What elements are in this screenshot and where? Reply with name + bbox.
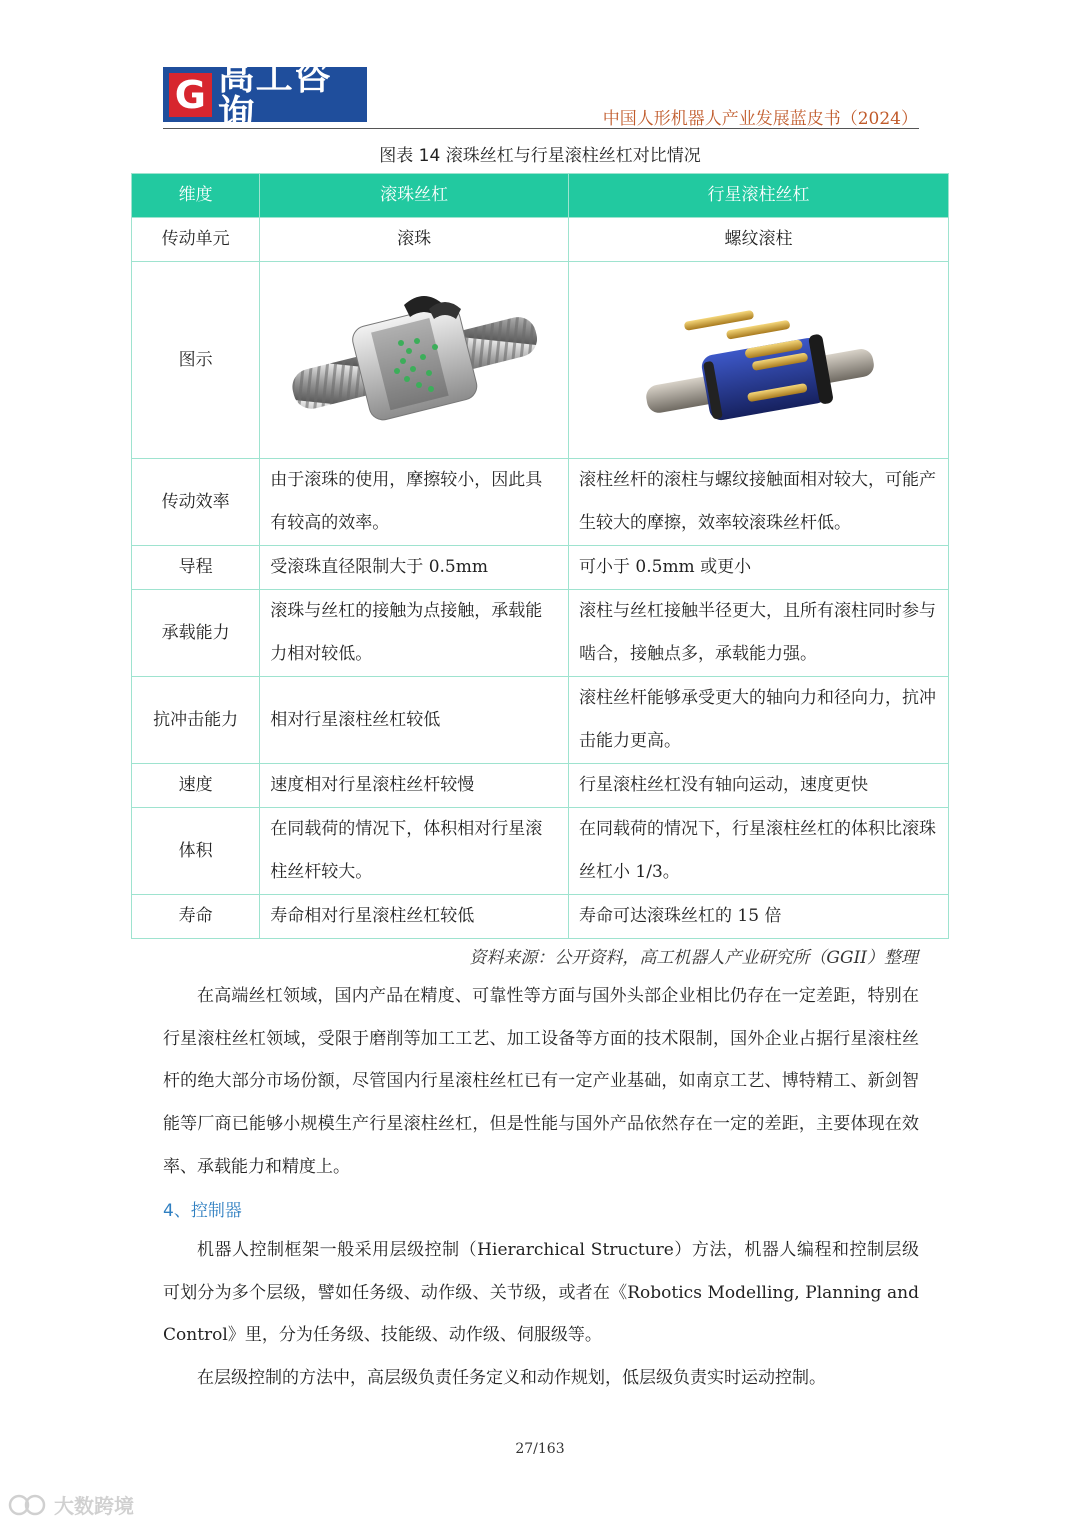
table-row bbox=[132, 895, 949, 939]
roller-screw-cell: 滚柱与丝杠接触半径更大，且所有滚柱同时参与啮合，接触点多，承载能力强。 bbox=[569, 590, 949, 677]
header-roller-screw: 行星滚柱丝杠 bbox=[569, 174, 949, 218]
figure-caption: 图表 14 滚珠丝杠与行星滚柱丝杠对比情况 bbox=[379, 146, 701, 166]
ball-screw-illustration bbox=[289, 285, 539, 435]
logo-text: 高工咨询 bbox=[217, 54, 332, 135]
ball-screw-cell: 相对行星滚柱丝杠较低 bbox=[260, 677, 569, 764]
table-row bbox=[132, 808, 949, 895]
logo-g-mark: G bbox=[174, 72, 206, 117]
ball-screw-cell: 滚珠 bbox=[260, 218, 569, 262]
watermark-logo-icon bbox=[8, 1494, 48, 1516]
row-label: 图示 bbox=[132, 262, 260, 459]
ball-screw-cell: 受滚珠直径限制大于 0.5mm bbox=[260, 546, 569, 590]
row-label: 寿命 bbox=[132, 895, 260, 939]
row-label: 抗冲击能力 bbox=[132, 677, 260, 764]
ball-screw-image bbox=[260, 262, 569, 459]
ball-screw-cell: 由于滚珠的使用，摩擦较小，因此具有较高的效率。 bbox=[260, 459, 569, 546]
row-label: 传动效率 bbox=[132, 459, 260, 546]
ball-screw-cell: 速度相对行星滚柱丝杆较慢 bbox=[260, 764, 569, 808]
table-row bbox=[132, 590, 949, 677]
table-row bbox=[132, 677, 949, 764]
row-label: 承载能力 bbox=[132, 590, 260, 677]
logo-g-box bbox=[169, 73, 212, 117]
roller-screw-illustration bbox=[644, 295, 874, 425]
ball-screw-cell: 在同载荷的情况下，体积相对行星滚柱丝杆较大。 bbox=[260, 808, 569, 895]
ball-screw-cell: 滚珠与丝杠的接触为点接触，承载能力相对较低。 bbox=[260, 590, 569, 677]
section-heading: 4、控制器 bbox=[163, 1201, 242, 1221]
table-row bbox=[132, 459, 949, 546]
table-source-note: 资料来源：公开资料，高工机器人产业研究所（GGII）整理 bbox=[469, 948, 918, 968]
body-paragraph-2: 机器人控制框架一般采用层级控制（Hierarchical Structure）方法，机器人编程和控制层级可划分为多个层级，譬如任务级、动作级、关节级，或者在《Robotics Modelling, Planning and Control》里，分为任务级、技能级、动作级、伺服级等。 bbox=[163, 1240, 919, 1346]
table-row bbox=[132, 546, 949, 590]
roller-screw-cell: 可小于 0.5mm 或更小 bbox=[569, 546, 949, 590]
row-label: 传动单元 bbox=[132, 218, 260, 262]
header-divider bbox=[163, 128, 919, 129]
body-paragraph-1: 在高端丝杠领域，国内产品在精度、可靠性等方面与国外头部企业相比仍存在一定差距，特别在行星滚柱丝杠领域，受限于磨削等加工工艺、加工设备等方面的技术限制，国外企业占据行星滚柱丝杆的绝大部分市场份额，尽管国内行星滚柱丝杠已有一定产业基础，如南京工艺、博特精工、新剑智能等厂商已能够小规模生产行星滚柱丝杠，但是性能与国外产品依然存在一定的差距，主要体现在效率、承载能力和精度上。 bbox=[163, 986, 919, 1177]
page-number: 27/163 bbox=[515, 1441, 565, 1457]
row-label: 速度 bbox=[132, 764, 260, 808]
table-row bbox=[132, 764, 949, 808]
comparison-table bbox=[131, 173, 949, 939]
company-logo bbox=[163, 54, 367, 135]
roller-screw-cell: 滚柱丝杆的滚柱与螺纹接触面相对较大，可能产生较大的摩擦，效率较滚珠丝杆低。 bbox=[569, 459, 949, 546]
roller-screw-cell: 在同载荷的情况下，行星滚柱丝杠的体积比滚珠丝杠小 1/3。 bbox=[569, 808, 949, 895]
header-dimension: 维度 bbox=[132, 174, 260, 218]
document-title: 中国人形机器人产业发展蓝皮书（2024） bbox=[602, 109, 918, 129]
body-paragraph-3: 在层级控制的方法中，高层级负责任务定义和动作规划，低层级负责实时运动控制。 bbox=[197, 1368, 826, 1388]
table-row bbox=[132, 262, 949, 459]
row-label: 导程 bbox=[132, 546, 260, 590]
watermark-text: 大数跨境 bbox=[54, 1494, 134, 1518]
table-row bbox=[132, 218, 949, 262]
roller-screw-cell: 螺纹滚柱 bbox=[569, 218, 949, 262]
roller-screw-cell: 寿命可达滚珠丝杠的 15 倍 bbox=[569, 895, 949, 939]
watermark bbox=[8, 1490, 134, 1519]
ball-screw-cell: 寿命相对行星滚柱丝杠较低 bbox=[260, 895, 569, 939]
header-ball-screw: 滚珠丝杠 bbox=[260, 174, 569, 218]
roller-screw-cell: 滚柱丝杆能够承受更大的轴向力和径向力，抗冲击能力更高。 bbox=[569, 677, 949, 764]
row-label: 体积 bbox=[132, 808, 260, 895]
roller-screw-image bbox=[569, 262, 949, 459]
roller-screw-cell: 行星滚柱丝杠没有轴向运动，速度更快 bbox=[569, 764, 949, 808]
table-header-row bbox=[132, 174, 949, 218]
